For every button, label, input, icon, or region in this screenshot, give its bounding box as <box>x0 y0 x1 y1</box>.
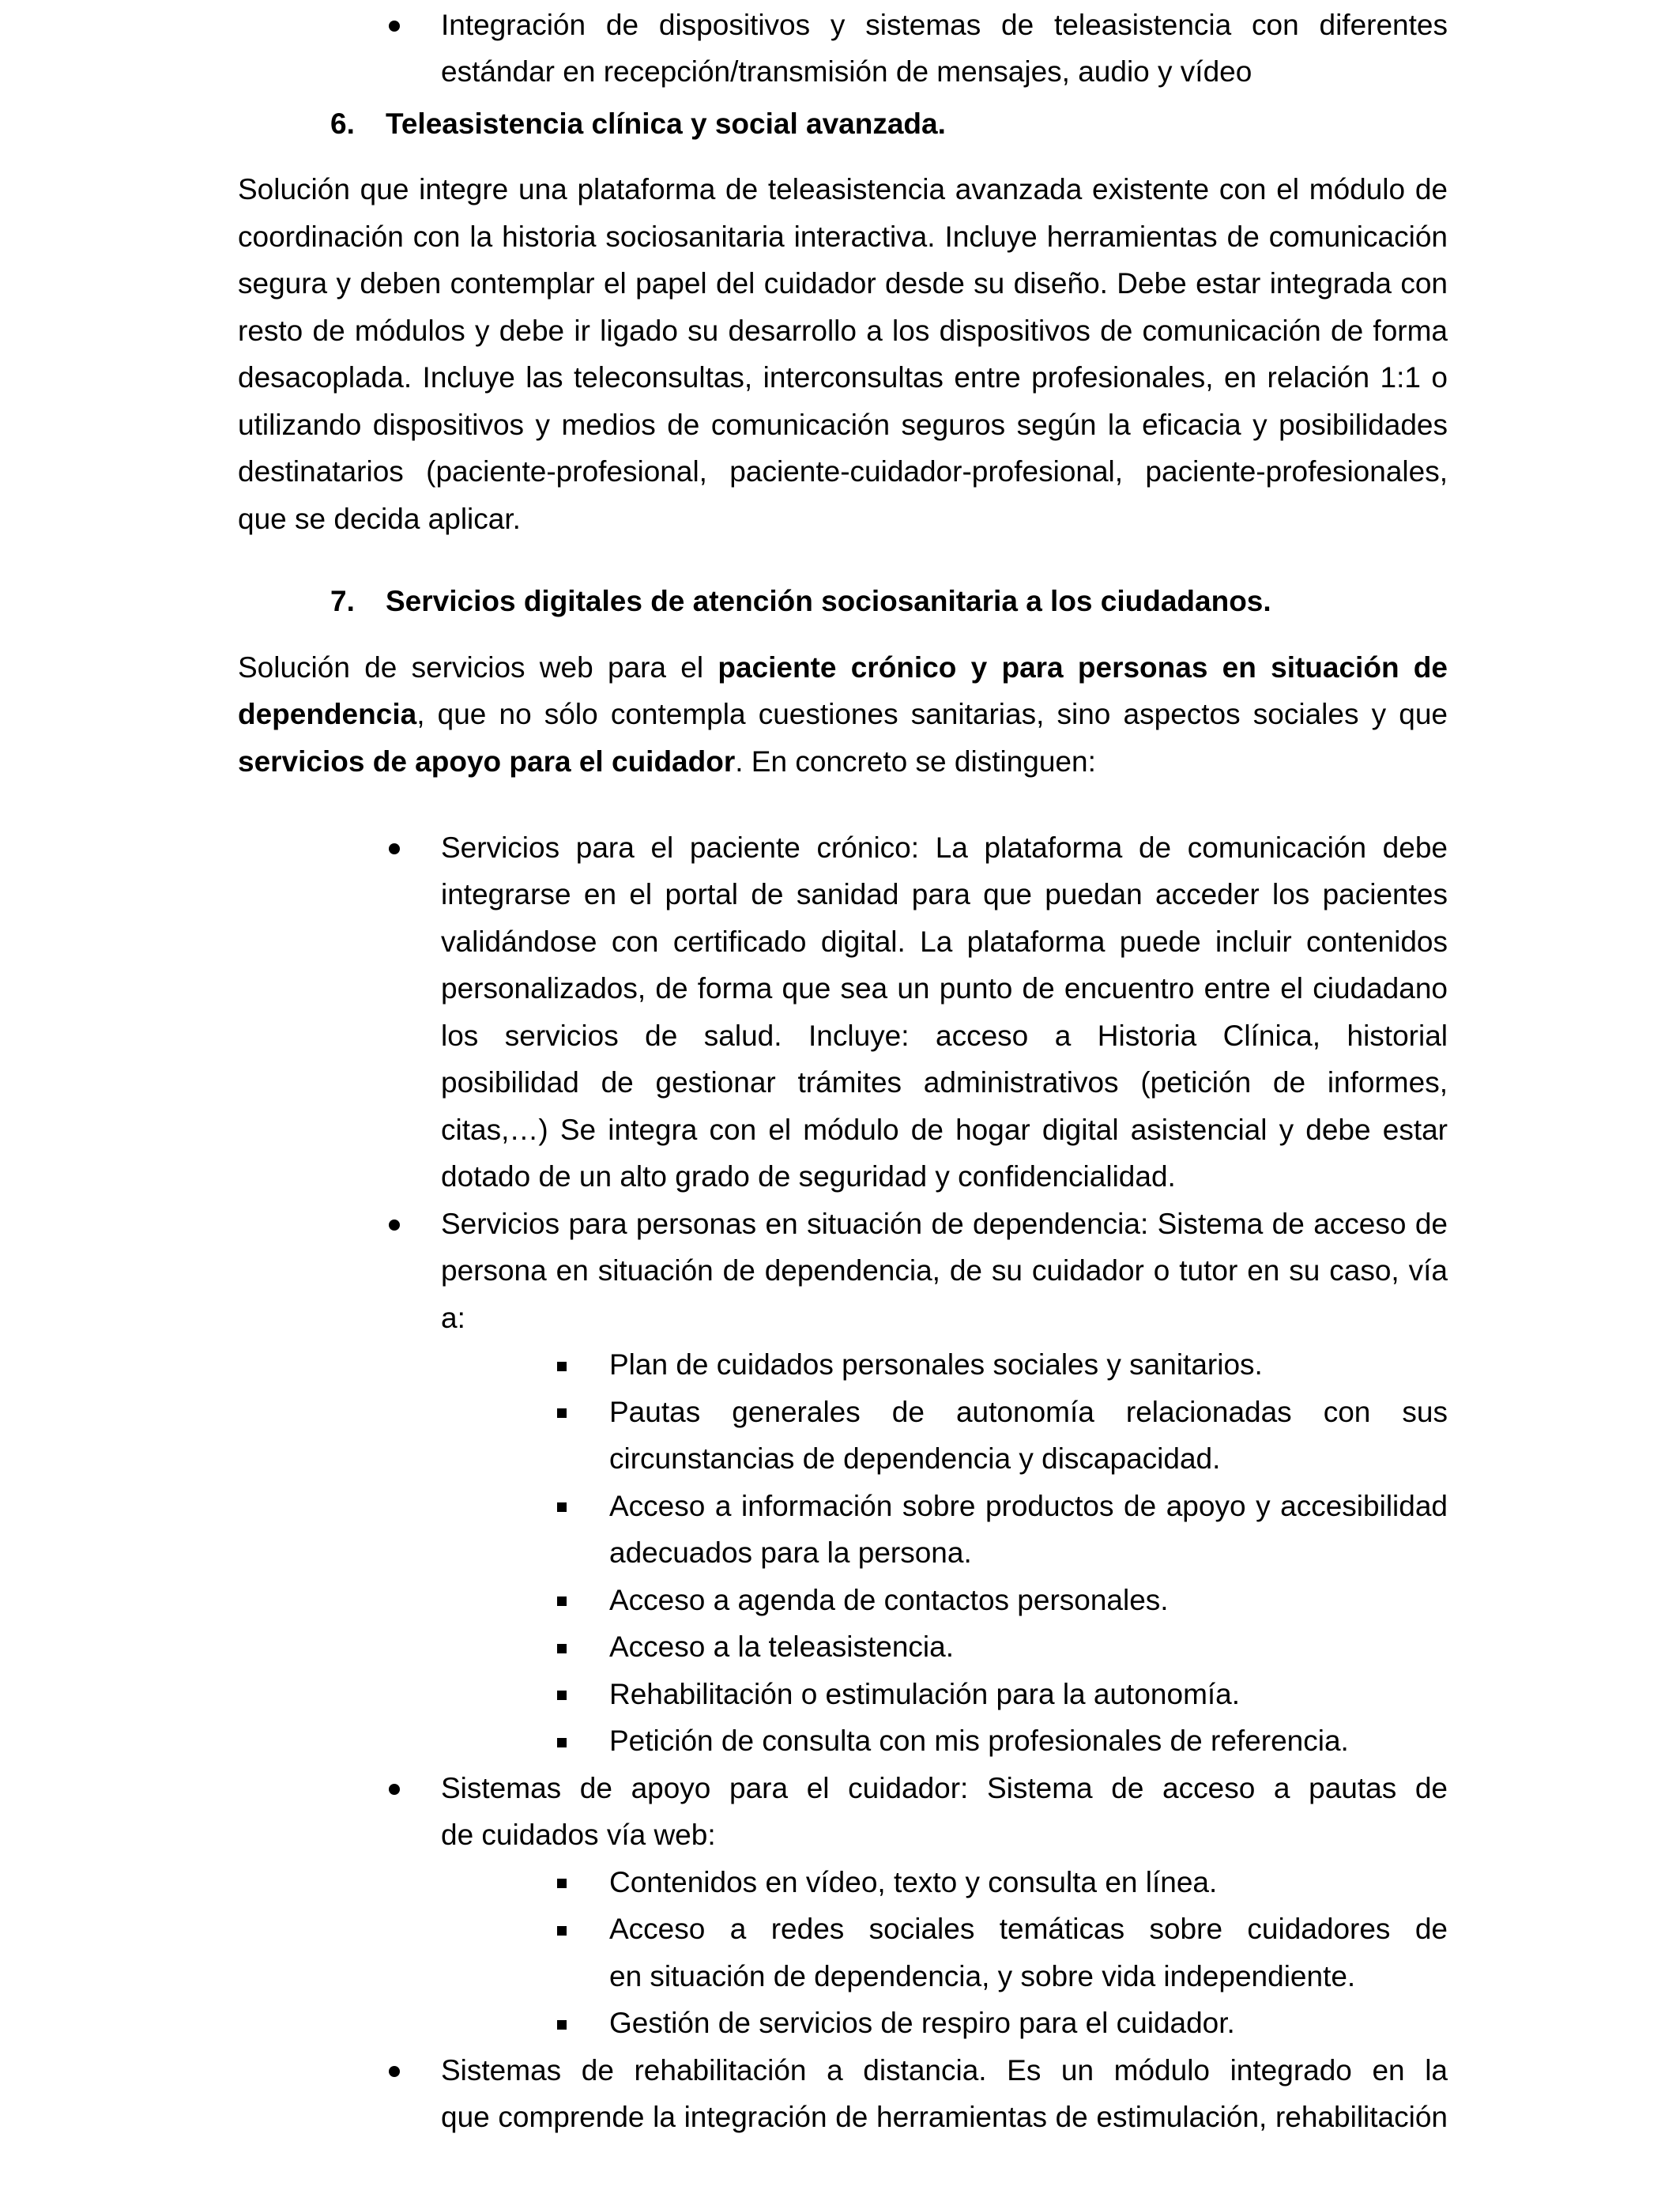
list-item-text: Integración de dispositivos y sistemas de teleasistencia con diferentes <box>441 9 1448 41</box>
paragraph-line: segura y deben contemplar el papel del cuidador desde su diseño. Debe estar integrada con <box>238 267 1448 300</box>
paragraph-line: resto de módulos y debe ir ligado su desarrollo a los dispositivos de comunicación de forma <box>238 315 1448 347</box>
section-heading-6 <box>330 100 946 148</box>
sub-list-item-text: circunstancias de dependencia y discapacidad. <box>609 1442 1221 1475</box>
square-bullet-marker <box>557 1879 567 1888</box>
section-title: Servicios digitales de atención sociosanitaria a los ciudadanos. <box>386 585 1271 617</box>
sub-list-item-text: Pautas generales de autonomía relacionadas con sus <box>609 1396 1448 1428</box>
list-item-text: validándose con certificado digital. La plataforma puede incluir contenidos <box>441 925 1448 958</box>
bullet-marker <box>389 1784 400 1795</box>
paragraph-line <box>238 738 1448 786</box>
section-number: 6. <box>330 107 355 140</box>
list-item-text: que comprende la integración de herramientas de estimulación, rehabilitación <box>441 2101 1448 2133</box>
paragraph-line: Solución que integre una plataforma de teleasistencia avanzada existente con el módulo de <box>238 173 1448 205</box>
list-item-text: posibilidad de gestionar trámites administrativos (petición de informes, <box>441 1066 1448 1099</box>
paragraph-line: destinatarios (paciente-profesional, paciente-cuidador-profesional, paciente-profesionales, <box>238 455 1448 488</box>
square-bullet-marker <box>557 2020 567 2030</box>
text-run: . En concreto se distinguen: <box>735 745 1096 778</box>
sub-list-item-text: Plan de cuidados personales sociales y sanitarios. <box>609 1348 1263 1381</box>
list-item-text: citas,…) Se integra con el módulo de hogar digital asistencial y debe estar <box>441 1114 1448 1146</box>
bullet-marker <box>389 843 400 854</box>
square-bullet-marker <box>557 1502 567 1512</box>
sub-list-item-text: adecuados para la persona. <box>609 1536 972 1569</box>
bold-run: paciente crónico y para personas en situación de <box>718 651 1448 684</box>
section-number: 7. <box>330 585 355 617</box>
list-item-text: Servicios para personas en situación de dependencia: Sistema de acceso de <box>441 1208 1448 1240</box>
square-bullet-marker <box>557 1596 567 1606</box>
list-item-text: Sistemas de rehabilitación a distancia. Es un módulo integrado en la <box>441 2054 1448 2087</box>
list-item-text: integrarse en el portal de sanidad para que puedan acceder los pacientes <box>441 878 1448 910</box>
list-item-text: personalizados, de forma que sea un punto de encuentro entre el ciudadano <box>441 972 1448 1005</box>
sub-list-item-text: Acceso a información sobre productos de apoyo y accesibilidad <box>609 1490 1448 1522</box>
list-item-text: estándar en recepción/transmisión de mensajes, audio y vídeo <box>441 55 1252 88</box>
section-heading-7 <box>330 578 1271 625</box>
sub-list-item-text: Petición de consulta con mis profesionales de referencia. <box>609 1725 1349 1757</box>
list-item-text: los servicios de salud. Incluye: acceso a Historia Clínica, historial <box>441 1020 1448 1052</box>
paragraph-line: coordinación con la historia sociosanitaria interactiva. Incluye herramientas de comunicación <box>238 221 1448 253</box>
sub-list-item-text: Acceso a agenda de contactos personales. <box>609 1584 1169 1616</box>
sub-list-item-text: Acceso a la teleasistencia. <box>609 1630 955 1663</box>
paragraph-line: desacoplada. Incluye las teleconsultas, interconsultas entre profesionales, en relación 1:1 o <box>238 361 1448 394</box>
square-bullet-marker <box>557 1408 567 1418</box>
list-item-text: a: <box>441 1302 465 1334</box>
bullet-marker <box>389 1220 400 1231</box>
text-run: , que no sólo contempla cuestiones sanitarias, sino aspectos sociales y que <box>416 698 1448 730</box>
sub-list-item-text: Rehabilitación o estimulación para la autonomía. <box>609 1678 1241 1710</box>
sub-list-item-text: Gestión de servicios de respiro para el cuidador. <box>609 2007 1235 2039</box>
list-item-text: persona en situación de dependencia, de su cuidador o tutor en su caso, vía <box>441 1254 1448 1287</box>
sub-list-item-text: Acceso a redes sociales temáticas sobre cuidadores de <box>609 1913 1448 1945</box>
bold-run: dependencia <box>238 698 417 730</box>
text-run: Solución de servicios web para el <box>238 651 718 684</box>
section-title: Teleasistencia clínica y social avanzada. <box>386 107 946 140</box>
sub-list-item-text: Contenidos en vídeo, texto y consulta en línea. <box>609 1866 1218 1898</box>
paragraph-line: que se decida aplicar. <box>238 503 521 535</box>
bold-run: servicios de apoyo para el cuidador <box>238 745 736 778</box>
list-item-text: de cuidados vía web: <box>441 1819 716 1851</box>
paragraph-line <box>238 644 1448 692</box>
square-bullet-marker <box>557 1926 567 1936</box>
bullet-marker <box>389 21 400 32</box>
bullet-marker <box>389 2066 400 2077</box>
paragraph-line: utilizando dispositivos y medios de comunicación seguros según la eficacia y posibilidades <box>238 409 1448 441</box>
list-item-text: Servicios para el paciente crónico: La plataforma de comunicación debe <box>441 831 1448 864</box>
square-bullet-marker <box>557 1691 567 1700</box>
square-bullet-marker <box>557 1738 567 1747</box>
square-bullet-marker <box>557 1362 567 1371</box>
list-item-text: Sistemas de apoyo para el cuidador: Sistema de acceso a pautas de <box>441 1772 1448 1804</box>
square-bullet-marker <box>557 1644 567 1653</box>
sub-list-item-text: en situación de dependencia, y sobre vida independiente. <box>609 1960 1356 1992</box>
paragraph-line <box>238 691 1448 738</box>
list-item-text: dotado de un alto grado de seguridad y confidencialidad. <box>441 1160 1176 1193</box>
